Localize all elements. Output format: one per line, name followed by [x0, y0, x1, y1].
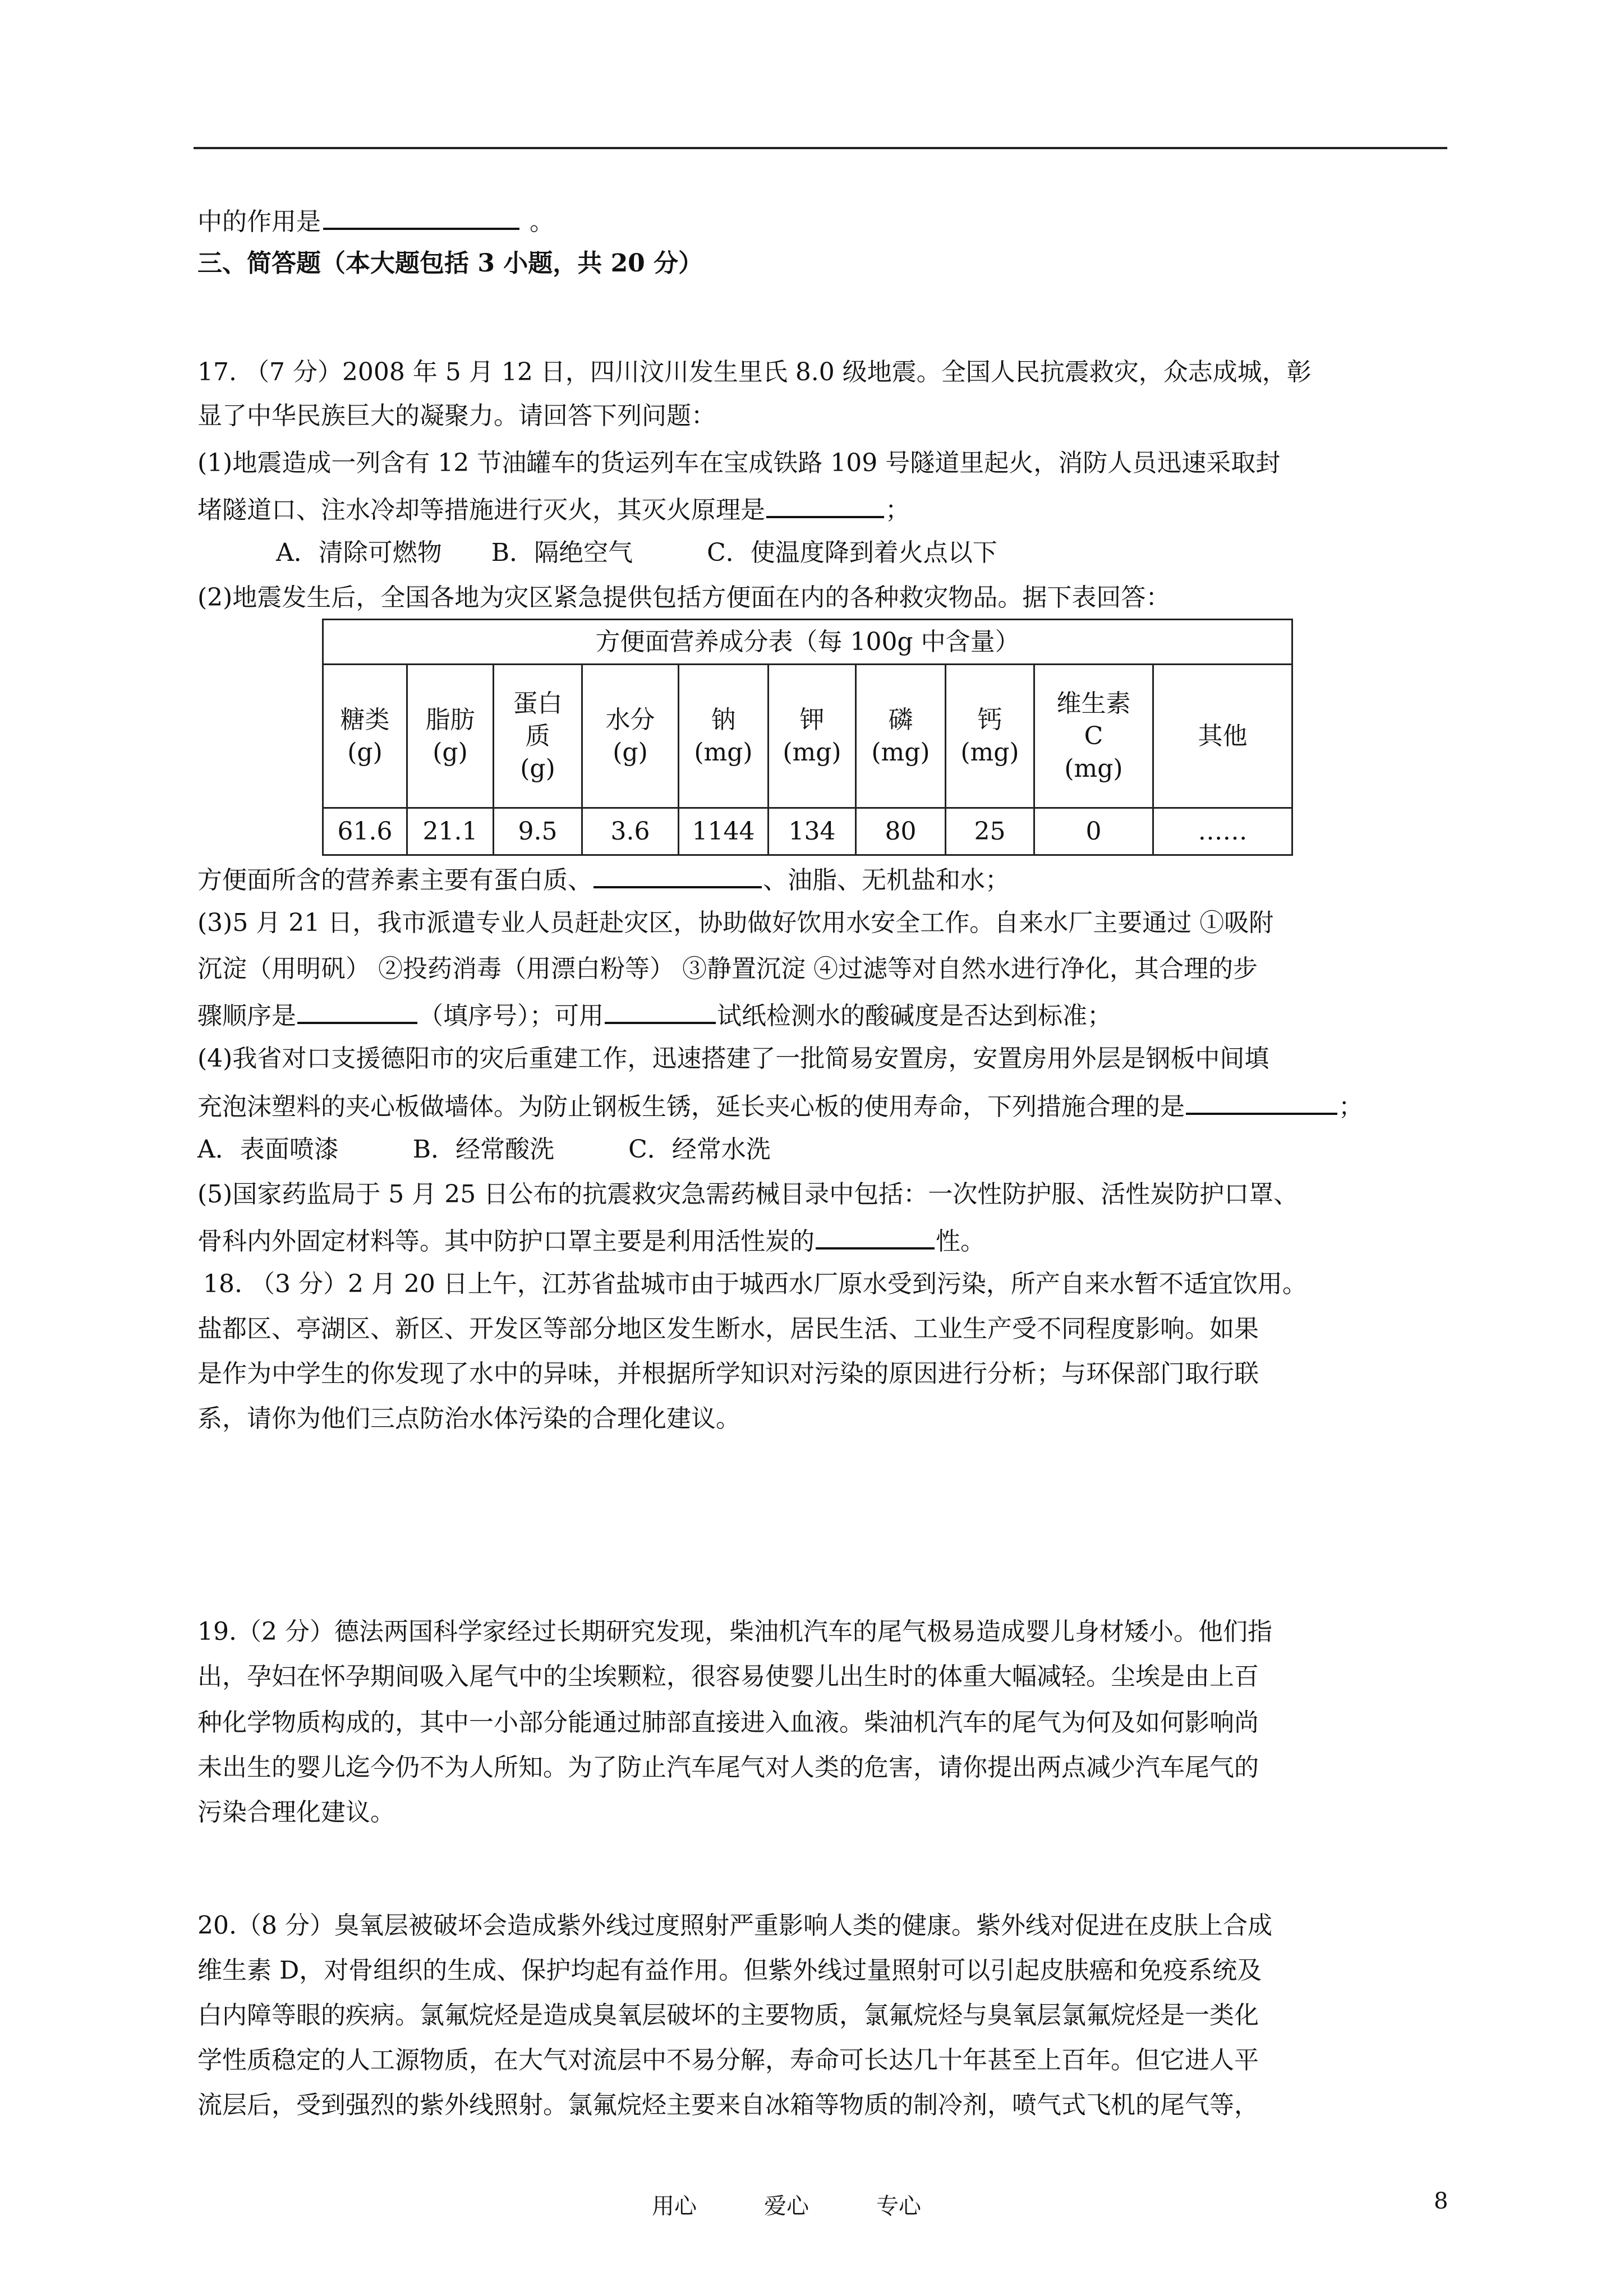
text-line: 20.（8 分）臭氧层被破坏会造成紫外线过度照射严重影响人类的健康。紫外线对促进在皮肤上合成	[197, 1911, 1272, 1940]
text-line: 沉淀（用明矾） ②投药消毒（用漂白粉等） ③静置沉淀 ④过滤等对自然水进行净化，其合理的步	[197, 955, 1258, 983]
table-header-cell	[1153, 665, 1292, 808]
table-value-cell: 0	[1034, 808, 1153, 855]
table-header-text: C	[1084, 721, 1103, 750]
text-line: 维生素 D，对骨组织的生成、保护均起有益作用。但紫外线过量照射可以引起皮肤癌和免疫系统及	[197, 1956, 1262, 1985]
table-header-text: 蛋白	[513, 689, 563, 718]
table-header-cell	[679, 665, 769, 808]
answer-blank	[323, 203, 519, 230]
answer-blank	[816, 1223, 935, 1250]
table-header-cell	[856, 665, 946, 808]
options-line: A．表面喷漆 B．经常酸洗 C．经常水洗	[197, 1135, 771, 1164]
table-header-cell	[1034, 665, 1153, 808]
table-header-text: (mg)	[960, 737, 1019, 767]
table-value-cell: 25	[946, 808, 1034, 855]
table-header-text: (g)	[613, 737, 648, 767]
table-header-cell	[407, 665, 494, 808]
text-line: 显了中华民族巨大的凝聚力。请回答下列问题：	[197, 402, 716, 430]
table-header-text: (g)	[347, 737, 383, 767]
options-line: A．清除可燃物 B．隔绝空气 C．使温度降到着火点以下	[276, 538, 997, 567]
table-header-text: (mg)	[871, 737, 930, 767]
text-line: 17. （7 分）2008 年 5 月 12 日，四川汶川发生里氏 8.0 级地震。全国人民抗震救灾，众志成城，彰	[197, 358, 1312, 386]
table-value-cell: 80	[856, 808, 946, 855]
text-line: 污染合理化建议。	[197, 1798, 395, 1827]
table-header-cell	[946, 665, 1034, 808]
text-line: 白内障等眼的疾病。氯氟烷烃是造成臭氧层破坏的主要物质，氯氟烷烃与臭氧层氯氟烷烃是一类化	[197, 2001, 1259, 2030]
text-line: (3)5 月 21 日，我市派遣专业人员赶赴灾区，协助做好饮用水安全工作。自来水厂主要通过 ①吸附	[197, 909, 1274, 937]
table-header-text: 磷	[888, 705, 913, 734]
table-header-cell	[769, 665, 856, 808]
text-line: (5)国家药监局于 5 月 25 日公布的抗震救灾急需药械目录中包括：一次性防护服、活性炭防护口罩、	[197, 1180, 1299, 1209]
text-line: (1)地震造成一列含有 12 节油罐车的货运列车在宝成铁路 109 号隧道里起火，消防人员迅速采取封	[197, 449, 1281, 477]
table-header-text: 钾	[799, 705, 825, 734]
text-line: 骤顺序是 （填序号）；可用 试纸检测水的酸碱度是否达到标准；	[197, 997, 1112, 1033]
table-value-cell: 1144	[679, 808, 769, 855]
table-header-text: 糖类	[340, 705, 390, 734]
table-header-text: 质	[525, 721, 550, 750]
text-line: 种化学物质构成的，其中一小部分能通过肺部直接进入血液。柴油机汽车的尾气为何及如何影响尚	[197, 1708, 1259, 1737]
table-value-cell: 21.1	[407, 808, 494, 855]
table-header-text: 维生素	[1056, 689, 1131, 718]
table-title: 方便面营养成分表（每 100g 中含量）	[323, 620, 1292, 665]
text-line: 充泡沫塑料的夹心板做墙体。为防止钢板生锈，延长夹心板的使用寿命，下列措施合理的是 ；	[197, 1088, 1363, 1124]
answer-blank	[594, 861, 762, 888]
table-value-cell: 3.6	[582, 808, 679, 855]
nutrition-table	[322, 619, 1293, 856]
text-line: 系，请你为他们三点防治水体污染的合理化建议。	[197, 1404, 740, 1433]
text-line: 出，孕妇在怀孕期间吸入尾气中的尘埃颗粒，很容易使婴儿出生时的体重大幅减轻。尘埃是由上百	[197, 1662, 1259, 1691]
text-line: (2)地震发生后，全国各地为灾区紧急提供包括方便面在内的各种救灾物品。据下表回答：	[197, 583, 1171, 612]
text-line: 是作为中学生的你发现了水中的异味，并根据所学知识对污染的原因进行分析；与环保部门取行联	[197, 1359, 1259, 1388]
text-line: 学性质稳定的人工源物质，在大气对流层中不易分解，寿命可长达几十年甚至上百年。但它进人平	[197, 2046, 1259, 2074]
table-header-text: (mg)	[783, 737, 841, 767]
table-header-text: (g)	[520, 754, 555, 783]
text-line: (4)我省对口支援德阳市的灾后重建工作，迅速搭建了一批简易安置房，安置房用外层是钢板中间填	[197, 1044, 1269, 1073]
section-heading: 三、简答题（本大题包括 3 小题，共 20 分）	[197, 249, 703, 278]
header-rule	[194, 147, 1447, 149]
table-value-cell: 9.5	[494, 808, 582, 855]
answer-blank	[297, 997, 417, 1024]
table-value-cell: 61.6	[323, 808, 407, 855]
table-header-cell	[323, 665, 407, 808]
table-value-cell: ……	[1153, 808, 1292, 855]
page-number: 8	[1434, 2188, 1448, 2214]
table-header-text: 脂肪	[425, 705, 475, 734]
answer-blank	[1186, 1088, 1337, 1115]
answer-blank	[766, 491, 884, 518]
text-line: 堵隧道口、注水冷却等措施进行灭火，其灭火原理是 ；	[197, 491, 910, 527]
footer-text: 用心 爱心 专心	[652, 2193, 921, 2219]
table-header-text: 水分	[605, 705, 655, 734]
table-header-text: 其他	[1198, 721, 1248, 750]
table-value-cell: 134	[769, 808, 856, 855]
text-line: 未出生的婴儿迄今仍不为人所知。为了防止汽车尾气对人类的危害，请你提出两点减少汽车尾气的	[197, 1753, 1259, 1782]
text-line: 19.（2 分）德法两国科学家经过长期研究发现，柴油机汽车的尾气极易造成婴儿身材矮小。他们指	[197, 1617, 1272, 1646]
table-header-cell	[494, 665, 582, 808]
table-header-text: 钠	[711, 705, 736, 734]
text-line: 方便面所含的营养素主要有蛋白质、 、油脂、无机盐和水；	[197, 861, 1010, 897]
table-header-text: 钙	[977, 705, 1002, 734]
table-header-text: (mg)	[1064, 754, 1123, 783]
table-header-text: (mg)	[694, 737, 753, 767]
text-line: 流层后，受到强烈的紫外线照射。氯氟烷烃主要来自冰箱等物质的制冷剂，喷气式飞机的尾气等，	[197, 2091, 1259, 2119]
answer-blank	[605, 997, 716, 1024]
table-header-cell	[582, 665, 679, 808]
text-line: 中的作用是 。	[197, 203, 554, 239]
text-line: 18. （3 分）2 月 20 日上午，江苏省盐城市由于城西水厂原水受到污染，所产自来水暂不适宜饮用。	[203, 1270, 1307, 1298]
table-header-text: (g)	[433, 737, 468, 767]
text-line: 骨科内外固定材料等。其中防护口罩主要是利用活性炭的 性。	[197, 1223, 985, 1258]
text-line: 盐都区、亭湖区、新区、开发区等部分地区发生断水，居民生活、工业生产受不同程度影响。如果	[197, 1315, 1259, 1343]
